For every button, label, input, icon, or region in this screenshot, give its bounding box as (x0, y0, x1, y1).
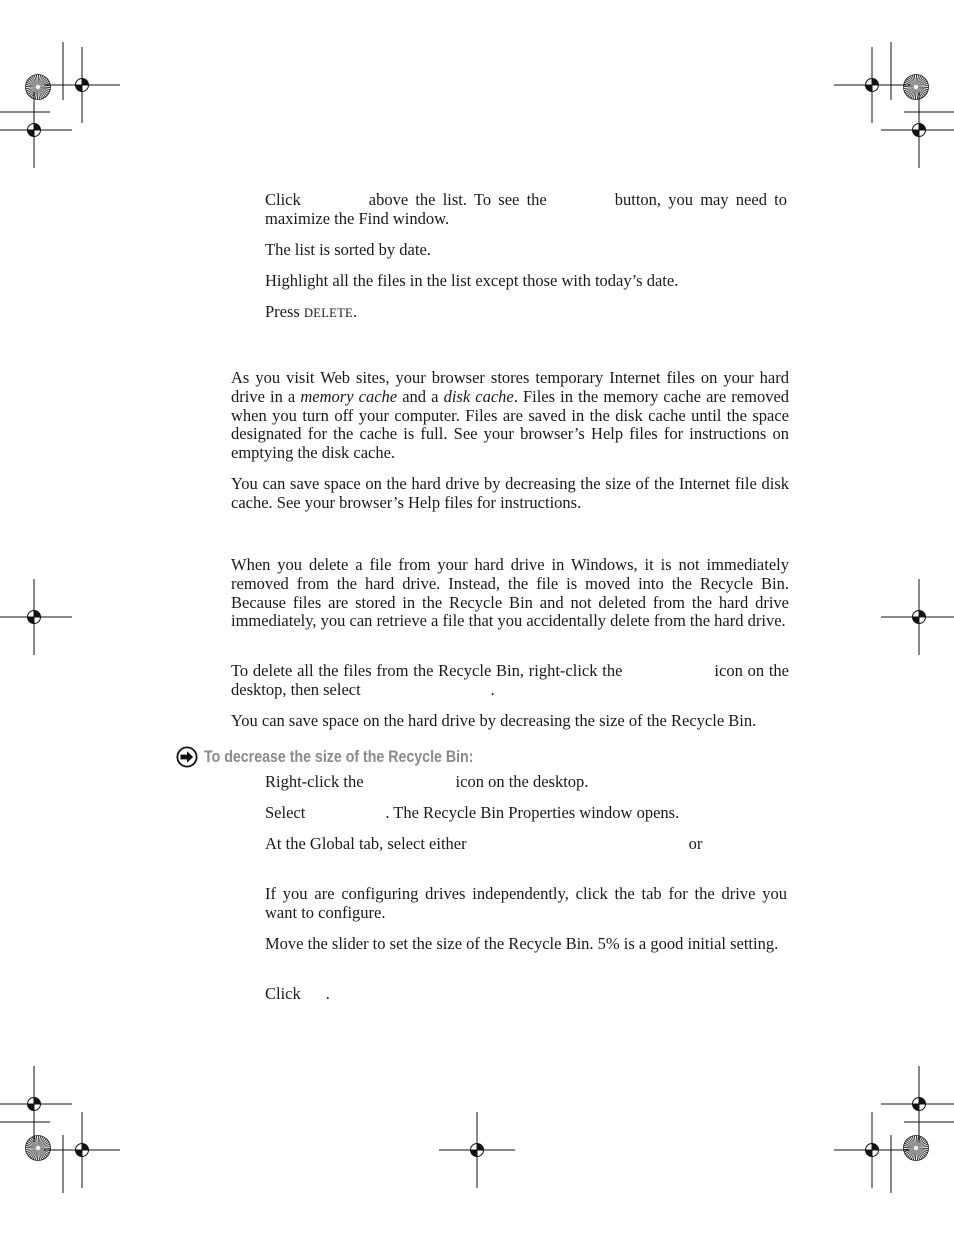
registration-starburst-icon (904, 1136, 929, 1161)
registration-crosshair-icon (439, 1112, 515, 1188)
arrow-right-circle-icon (176, 746, 198, 768)
step-press-delete: Press DELETE. (265, 302, 358, 321)
registration-crosshair-icon (881, 579, 954, 655)
proc-step-right-click: Right-click the icon on the desktop. (265, 772, 589, 791)
procedure-heading (176, 746, 596, 768)
cache-paragraph-1: As you visit Web sites, your browser stores temporary Internet files on your hard drive in a memory cache and a disk cache. Files in the memory cache are removed when you turn off your computer. Files are saved in the disk cache until the space designated for the cache is full. See your browser’s Help files for instructions on emptying the disk cache. (231, 368, 790, 463)
registration-crosshair-icon (0, 92, 72, 168)
step-click-above-list: Click above the list. To see the button, you may need to maximize the Find window. (265, 190, 787, 228)
delete-key-label: DELETE (303, 306, 353, 320)
registration-crosshair-icon (834, 47, 910, 123)
cache-paragraph-2: You can save space on the hard drive by decreasing the size of the Internet file disk cache. See your browser’s Help files for instructions. (231, 474, 789, 512)
registration-crosshair-icon (881, 1066, 954, 1142)
registration-crosshair-icon (44, 47, 120, 123)
registration-starburst-icon (26, 1136, 51, 1161)
proc-step-global-tab: At the Global tab, select either or (265, 834, 703, 853)
proc-step-move-slider: Move the slider to set the size of the Recycle Bin. 5% is a good initial setting. (265, 934, 779, 953)
step-highlight-files: Highlight all the files in the list except those with today’s date. (265, 271, 679, 290)
registration-crosshair-icon (0, 1066, 72, 1142)
registration-crosshair-icon (834, 1112, 910, 1188)
registration-crosshair-icon (44, 1112, 120, 1188)
registration-crosshair-icon (881, 92, 954, 168)
registration-starburst-icon (904, 75, 929, 100)
proc-step-click: Click . (265, 984, 330, 1003)
recycle-paragraph-2: To delete all the files from the Recycle Bin, right-click the icon on the desktop, then select . (231, 661, 789, 699)
proc-step-configure-drive: If you are configuring drives independently, click the tab for the drive you want to configure. (265, 884, 787, 922)
step-list-sorted: The list is sorted by date. (265, 240, 431, 259)
registration-starburst-icon (26, 75, 51, 100)
proc-step-select: Select . The Recycle Bin Properties window opens. (265, 803, 680, 822)
registration-crosshair-icon (0, 579, 72, 655)
procedure-heading-text: To decrease the size of the Recycle Bin: (204, 747, 474, 766)
recycle-paragraph-1: When you delete a file from your hard drive in Windows, it is not immediately removed from the hard drive. Instead, the file is moved into the Recycle Bin. Because files are stored in the Recycle Bin and not deleted from the hard drive immediately, you can retrieve a file that you accidentally delete from the hard drive. (231, 555, 789, 631)
recycle-paragraph-3: You can save space on the hard drive by decreasing the size of the Recycle Bin. (231, 711, 757, 730)
